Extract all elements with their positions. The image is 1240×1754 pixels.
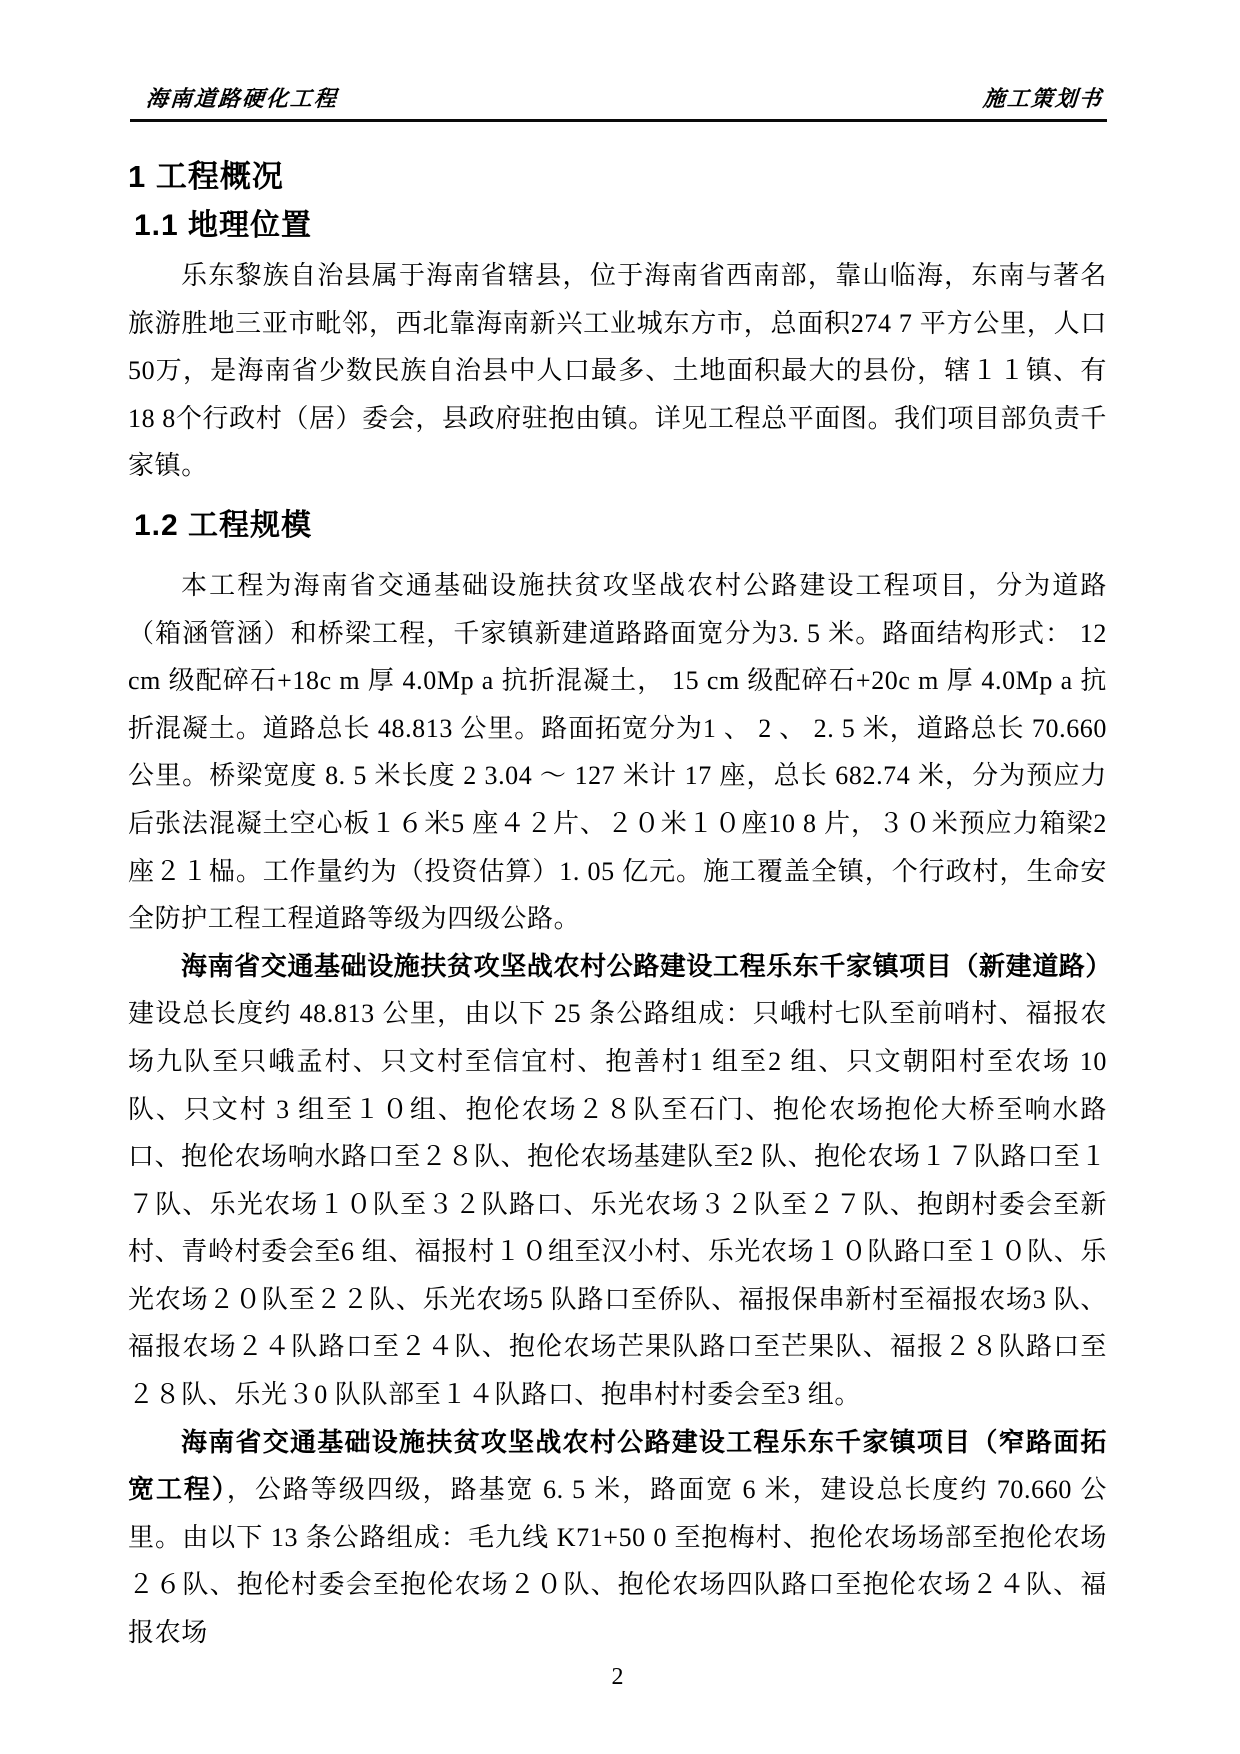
heading-section-1-1: 1.1 地理位置 [134, 209, 313, 242]
paragraph-new-roads [128, 943, 1113, 1419]
page-header [130, 86, 1107, 122]
header-project-title: 海南道路硬化工程 [145, 86, 339, 111]
paragraph-road-widening [128, 1419, 1107, 1657]
paragraph-geographic-location: 乐东黎族自治县属于海南省辖县，位于海南省西南部，靠山临海，东南与著名旅游胜地三亚市毗邻，西北靠海南新兴工业城东方市，总面积274 7 平方公里，人口50万，是海南省少数民族自治县中人口最多、土地面积最大的县份，辖１１镇、有18 8个行政村（居）委会，县政府驻抱由镇。详见工程总平面图。我们项目部负责千家镇。 [128, 261, 1107, 481]
paragraph-new-roads-body: 建设总长度约 48.813 公里，由以下 25 条公路组成：只峨村七队至前哨村、福报农场九队至只峨孟村、只文村至信宜村、抱善村1 组至2 组、只文朝阳村至农场 10 队、只文村 3 组至１０组、抱伦农场２８队至石门、抱伦农场抱伦大桥至响水路口、抱伦农场响水路口至２８队、抱伦农场基建队至2 队、抱伦农场１７队路口至１７队、乐光农场１０队至３２队路口、乐光农场３２队至２７队、抱朗村委会至新村、青岭村委会至6 组、福报村１０组至汉小村、乐光农场１０队路口至１０队、乐光农场２０队至２２队、乐光农场5 队路口至侨队、福报保串新村至福报农场3 队、福报农场２４队路口至２４队、抱伦农场芒果队路口至芒果队、福报２８队路口至２８队、乐光３0 队队部至１４队路口、抱串村村委会至3 组。 [128, 999, 1107, 1410]
heading-section-1-2: 1.2 工程规模 [134, 508, 313, 542]
page-footer [128, 1657, 1107, 1697]
paragraph-project-scale: 本工程为海南省交通基础设施扶贫攻坚战农村公路建设工程项目，分为道路（箱涵管涵）和桥梁工程，千家镇新建道路路面宽分为3. 5 米。路面结构形式： 12 cm 级配碎石+18c m 厚 4.0Mp a 抗折混凝土， 15 cm 级配碎石+20c m 厚 4.0Mp a 抗折混凝土。道路总长 48.813 公里。路面拓宽分为1 、 2 、 2. 5 米，道路总长 70.660 公里。桥梁宽度 8. 5 米长度 2 3.04 ～ 127 米计 17 座，总长 682.74 米，分为预应力后张法混凝土空心板１６米5 座４２片、２０米１０座10 8 片，３０米预应力箱梁2 座２１榀。工作量约为（投资估算）1. 05 亿元。施工覆盖全镇，个行政村，生命安全防护工程工程道路等级为四级公路。 [128, 570, 1107, 934]
page-number: 2 [611, 1663, 624, 1690]
paragraph-road-widening-lead: 海南省交通基础设施扶贫攻坚战农村公路建设工程乐东千家镇项目（窄路面拓宽工程） [128, 1426, 1107, 1505]
header-doc-type: 施工策划书 [982, 86, 1104, 111]
paragraph-new-roads-lead: 海南省交通基础设施扶贫攻坚战农村公路建设工程乐东千家镇项目（新建道路） [181, 950, 1113, 981]
document-body [128, 156, 1113, 1697]
heading-chapter-1: 1 工程概况 [128, 159, 284, 194]
paragraph-road-widening-body: ，公路等级四级，路基宽 6. 5 米，路面宽 6 米，建设总长度约 70.660 公里。由以下 13 条公路组成：毛九线 K71+50 0 至抱梅村、抱伦农场场部至抱伦农场２６队、抱伦村委会至抱伦农场２０队、抱伦农场四队路口至抱伦农场２４队、福报农场 [128, 1475, 1107, 1648]
